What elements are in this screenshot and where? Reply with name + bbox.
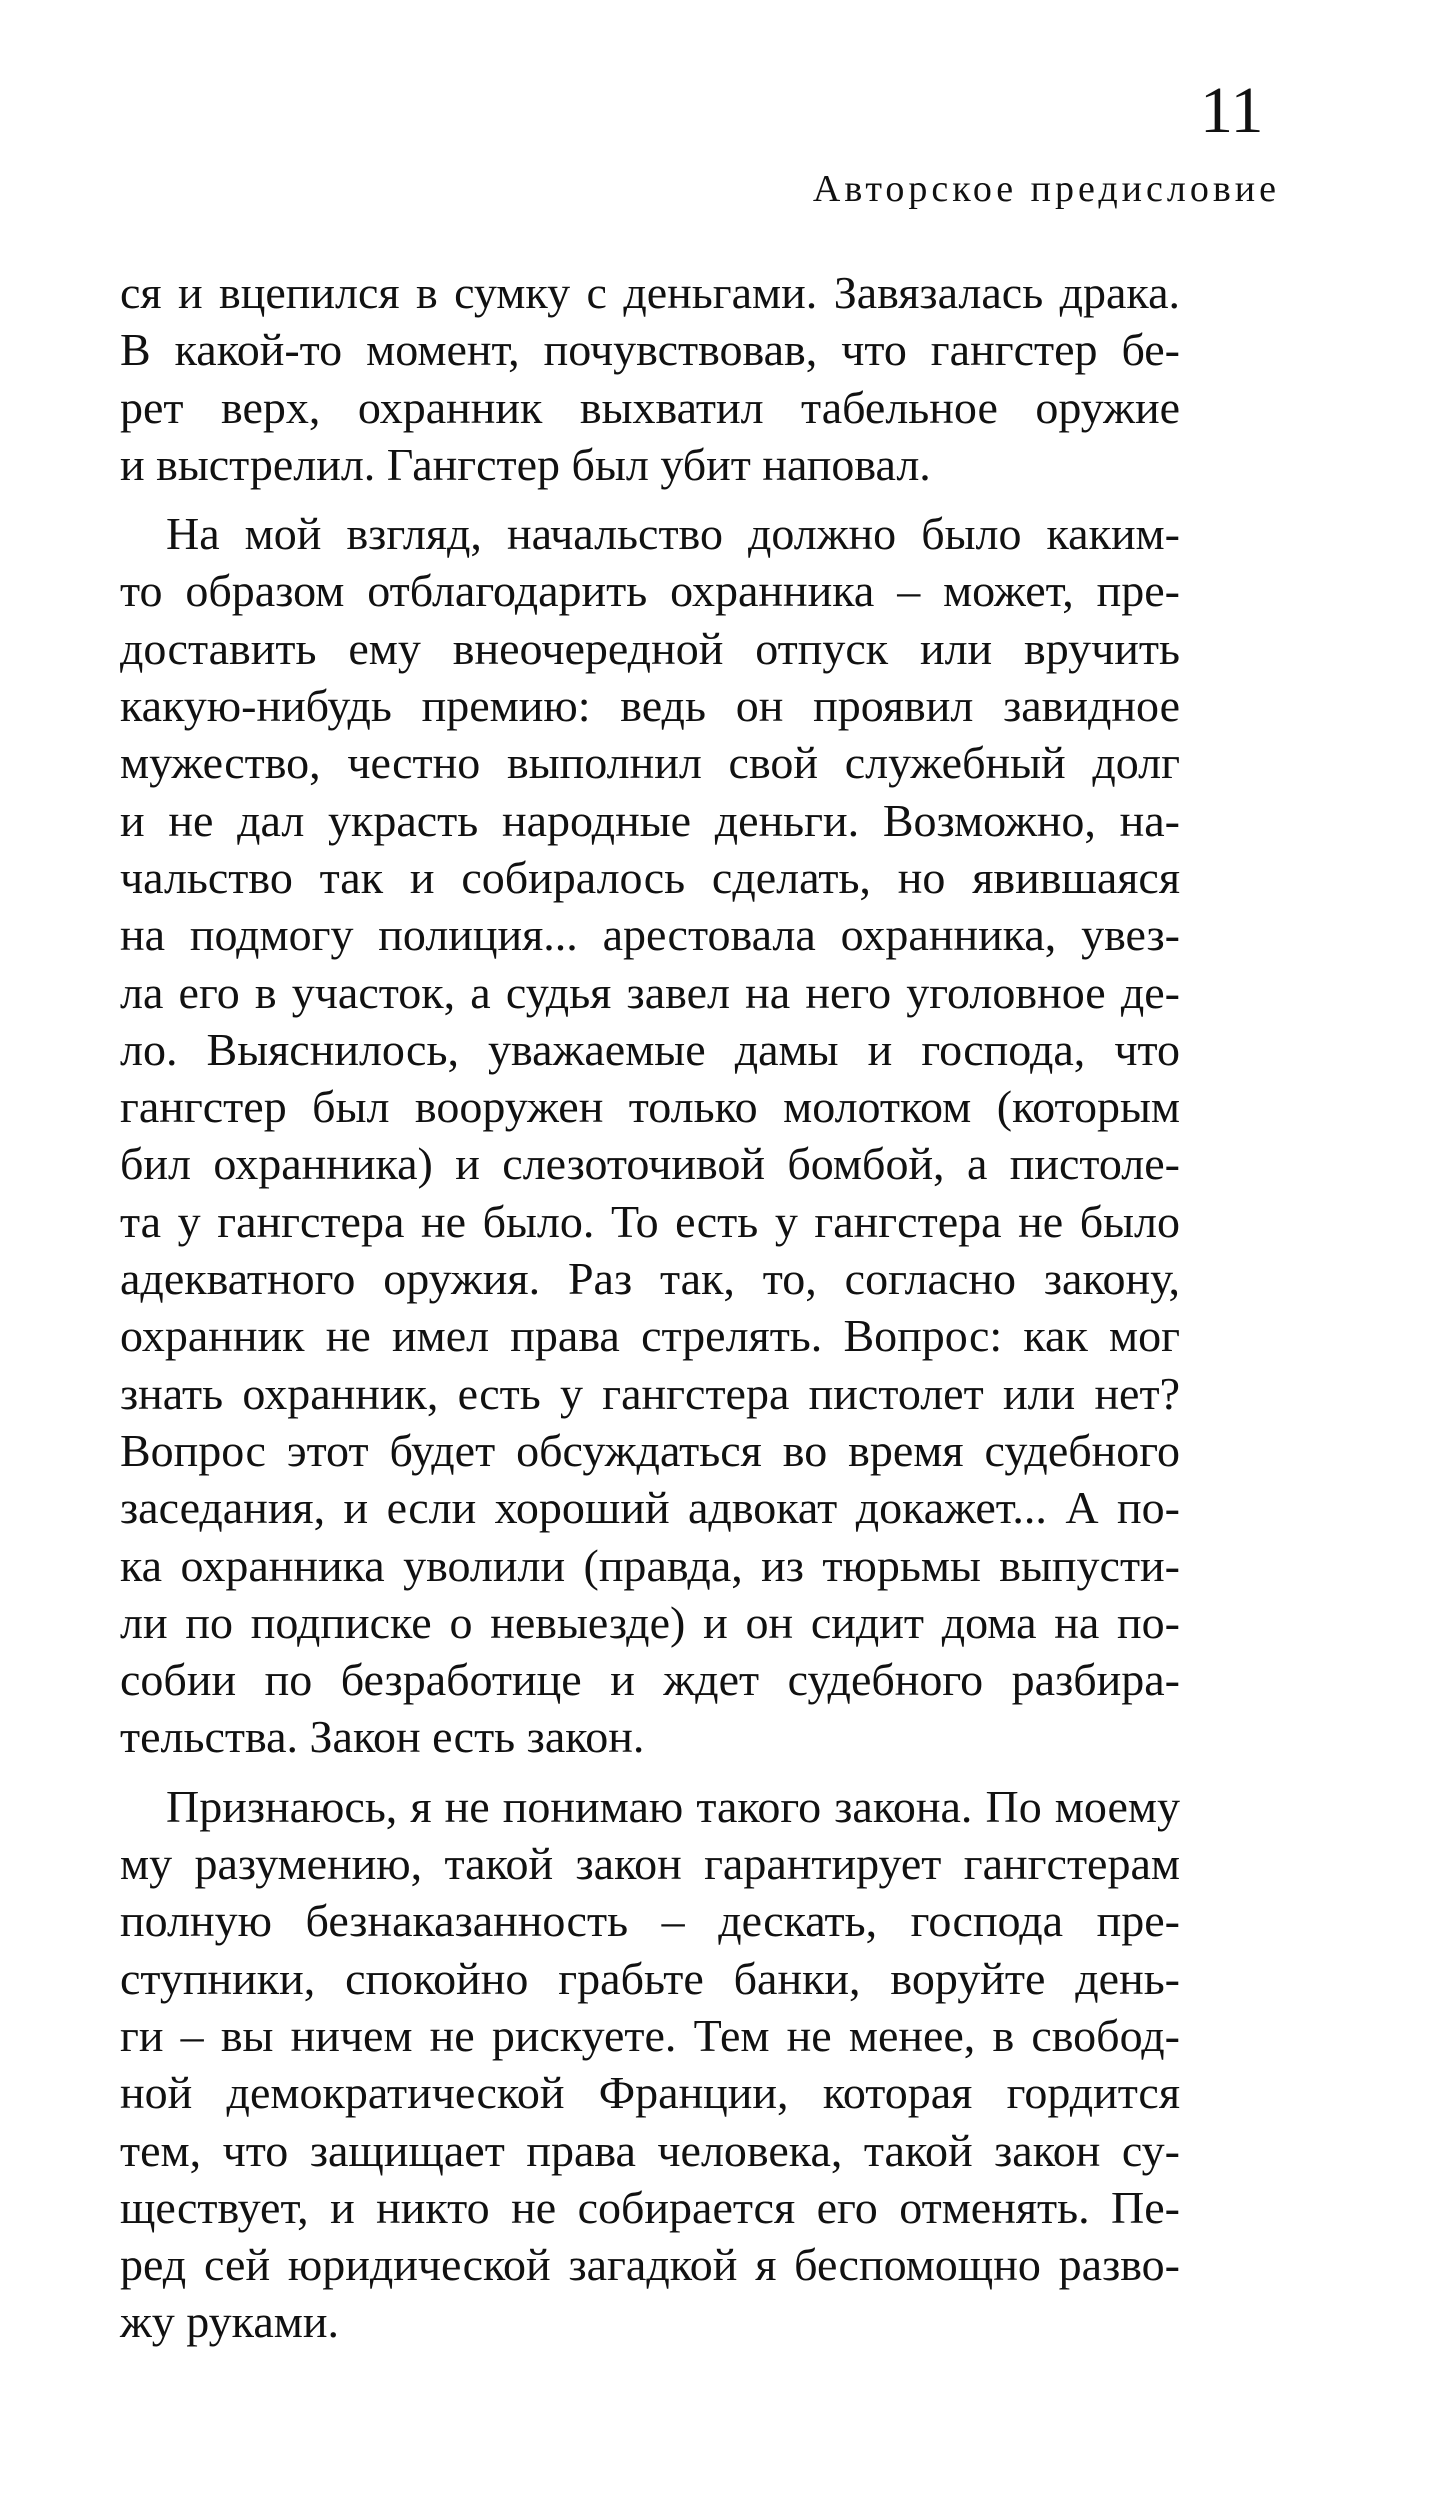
text-line: и не дал украсть народные деньги. Возможно, на-: [120, 794, 1180, 846]
text-line: полную безнаказанность – дескать, господа пре-: [120, 1895, 1180, 1947]
text-line: На мой взгляд, начальство должно было каким-: [166, 508, 1180, 560]
paragraph-spacer: [120, 1766, 1180, 1778]
body-text: [120, 264, 1180, 2351]
text-line: тем, что защищает права человека, такой закон су-: [120, 2124, 1180, 2176]
text-line: ла его в участок, а судья завел на него уголовное де-: [120, 966, 1180, 1018]
text-line: рет верх, охранник выхватил табельное оружие: [120, 381, 1180, 433]
text-line: В какой-то момент, почувствовав, что гангстер бе-: [120, 324, 1180, 376]
text-line: ной демократической Франции, которая гордится: [120, 2067, 1180, 2119]
text-line: Признаюсь, я не понимаю такого закона. По моему: [166, 1780, 1180, 1832]
text-line: ступники, спокойно грабьте банки, воруйте день-: [120, 1952, 1180, 2004]
text-line: Вопрос этот будет обсуждаться во время судебного: [120, 1424, 1180, 1476]
page-number: 11: [1200, 74, 1264, 147]
text-line: ка охранника уволили (правда, из тюрьмы выпусти-: [120, 1539, 1180, 1591]
text-line: доставить ему внеочередной отпуск или вручить: [120, 622, 1180, 674]
text-line: тельства. Закон есть закон.: [120, 1711, 645, 1763]
text-line: адекватного оружия. Раз так, то, согласно закону,: [120, 1253, 1180, 1305]
paragraph-3: [120, 1778, 1180, 2351]
text-line: ред сей юридической загадкой я беспомощно разво-: [120, 2239, 1180, 2291]
text-line: чальство так и собиралось сделать, но явившаяся: [120, 851, 1180, 903]
text-line: гангстер был вооружен только молотком (которым: [120, 1081, 1180, 1133]
text-line: жу руками.: [120, 2296, 339, 2348]
text-line: заседания, и если хороший адвокат докажет... А по-: [120, 1482, 1180, 1534]
text-line: ли по подписке о невыезде) и он сидит дома на по-: [120, 1596, 1180, 1648]
text-line: мужество, честно выполнил свой служебный долг: [120, 737, 1180, 789]
text-line: собии по безработице и ждет судебного разбира-: [120, 1654, 1180, 1706]
text-line: бил охранника) и слезоточивой бомбой, а пистоле-: [120, 1138, 1180, 1190]
paragraph-spacer: [120, 493, 1180, 505]
running-head: Авторское предисловие: [812, 168, 1280, 210]
text-line: и выстрелил. Гангстер был убит наповал.: [120, 438, 931, 490]
text-line: ся и вцепился в сумку с деньгами. Завязалась драка.: [120, 267, 1180, 318]
text-line: какую-нибудь премию: ведь он проявил завидное: [120, 680, 1180, 732]
text-line: та у гангстера не было. То есть у гангстера не было: [120, 1195, 1180, 1247]
text-line: му разумению, такой закон гарантирует гангстерам: [120, 1838, 1180, 1890]
text-line: ществует, и никто не собирается его отменять. Пе-: [120, 2181, 1180, 2233]
paragraph-1: [120, 264, 1180, 493]
text-line: знать охранник, есть у гангстера пистолет или нет?: [120, 1367, 1180, 1419]
text-line: то образом отблагодарить охранника – может, пре-: [120, 565, 1180, 617]
text-line: ги – вы ничем не рискуете. Тем не менее, в свобод-: [120, 2009, 1180, 2061]
paragraph-2: [120, 505, 1180, 1766]
text-line: ло. Выяснилось, уважаемые дамы и господа, что: [120, 1023, 1180, 1075]
text-line: на подмогу полиция... арестовала охранника, увез-: [120, 909, 1180, 961]
text-line: охранник не имел права стрелять. Вопрос: как мог: [120, 1310, 1180, 1362]
